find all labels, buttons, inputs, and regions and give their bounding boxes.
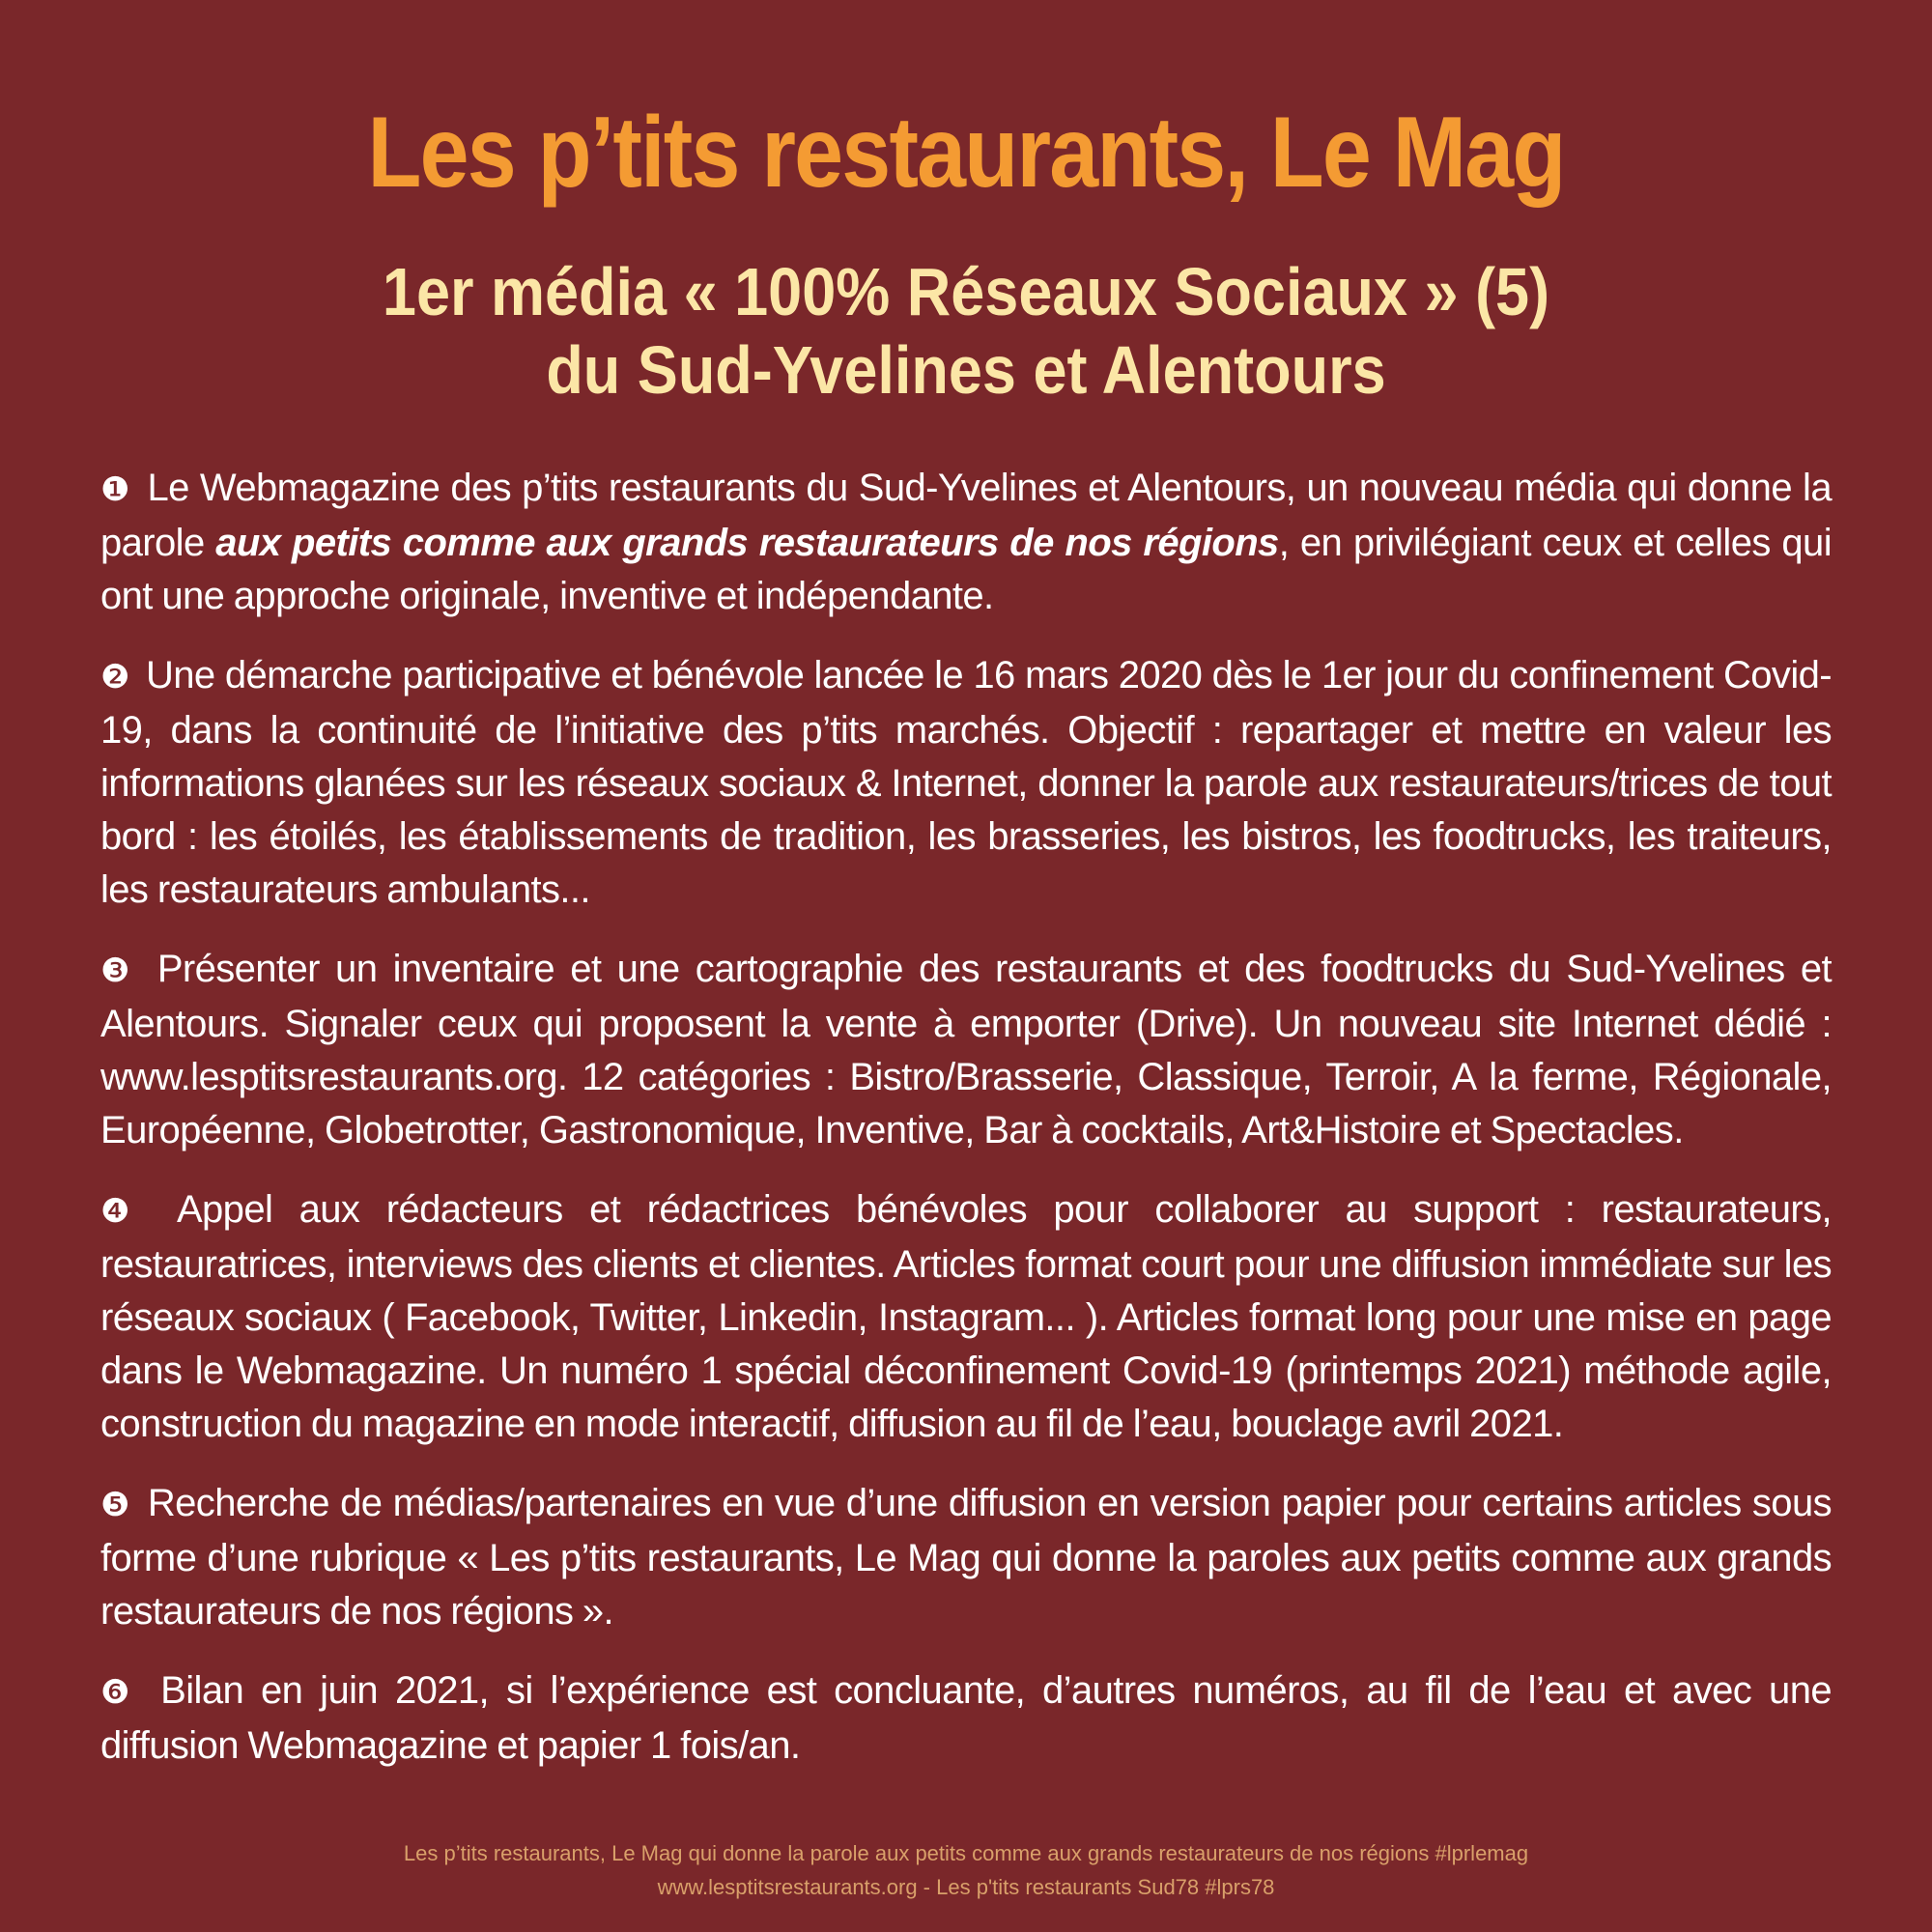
paragraph-1 [100,462,1832,623]
paragraph-5-text: Recherche de médias/partenaires en vue d’une diffusion en version papier pour certains articles sous forme d’une rubrique « Les p’tits restaurants, Le Mag qui donne la paroles aux petits comme aux grands restaurateurs de nos régions ». [100,1482,1832,1633]
paragraph-6-text: Bilan en juin 2021, si l’expérience est concluante, d’autres numéros, au fil de l’eau et avec une diffusion Webmagazine et papier 1 fois/an. [100,1669,1832,1767]
paragraph-4 [100,1183,1832,1451]
footer-line-2: www.lesptitsrestaurants.org - Les p'tits restaurants Sud78 #lprs78 [657,1875,1275,1899]
number-2-icon: ❷ [100,658,130,696]
paragraph-1-text-before: Le Webmagazine des p’tits restaurants du Sud-Yvelines et Alentours, un nouveau média qui donne la parole [100,467,1832,564]
footer-line-1: Les p’tits restaurants, Le Mag qui donne la parole aux petits comme aux grands restaurateurs de nos régions #lprlemag [403,1841,1529,1865]
paragraph-6 [100,1664,1832,1773]
number-3-icon: ❸ [100,952,136,990]
paragraph-3 [100,943,1832,1157]
subtitle-line-1: 1er média « 100% Réseaux Sociaux » (5) [382,254,1550,329]
paragraph-2-text: Une démarche participative et bénévole lancée le 16 mars 2020 dès le 1er jour du confinement Covid-19, dans la continuité de l’initiative des p’tits marchés. Objectif : repartager et mettre en valeur les informations glanées sur les réseaux sociaux & Internet, donner la parole aux restaurateurs/trices de tout bord : les étoilés, les établissements de tradition, les brasseries, les bistros, les foodtrucks, les traiteurs, les restaurateurs ambulants... [100,654,1832,911]
page-subtitle [97,253,1835,410]
body-text [100,462,1832,1799]
number-6-icon: ❻ [100,1673,138,1712]
number-1-icon: ❶ [100,470,131,509]
paragraph-1-text-after: , en privilégiant ceux et celles qui ont une approche originale, inventive et indépendante. [100,522,1832,617]
page-title: Les p’tits restaurants, Le Mag [367,97,1565,209]
paragraph-4-text: Appel aux rédacteurs et rédactrices bénévoles pour collaborer au support : restaurateurs, restauratrices, interviews des clients et clientes. Articles format court pour une diffusion immédiate sur les réseaux sociaux ( Facebook, Twitter, Linkedin, Instagram... ). Articles format long pour une mise en page dans le Webmagazine. Un numéro 1 spécial déconfinement Covid-19 (printemps 2021) méthode agile, construction du magazine en mode interactif, diffusion au fil de l’eau, bouclage avril 2021. [100,1188,1832,1445]
number-4-icon: ❹ [100,1192,147,1231]
subtitle-line-2: du Sud-Yvelines et Alentours [546,332,1386,409]
paragraph-3-text: Présenter un inventaire et une cartographie des restaurants et des foodtrucks du Sud-Yvelines et Alentours. Signaler ceux qui proposent la vente à emporter (Drive). Un nouveau site Internet dédié : www.lesptitsrestaurants.org. 12 catégories : Bistro/Brasserie, Classique, Terroir, A la ferme, Régionale, Européenne, Globetrotter, Gastronomique, Inventive, Bar à cocktails, Art&Histoire et Spectacles. [100,948,1832,1151]
paragraph-2 [100,649,1832,917]
paragraph-5 [100,1477,1832,1638]
number-5-icon: ❺ [100,1486,131,1524]
paragraph-1-bold: aux petits comme aux grands restaurateurs de nos régions [215,522,1279,564]
